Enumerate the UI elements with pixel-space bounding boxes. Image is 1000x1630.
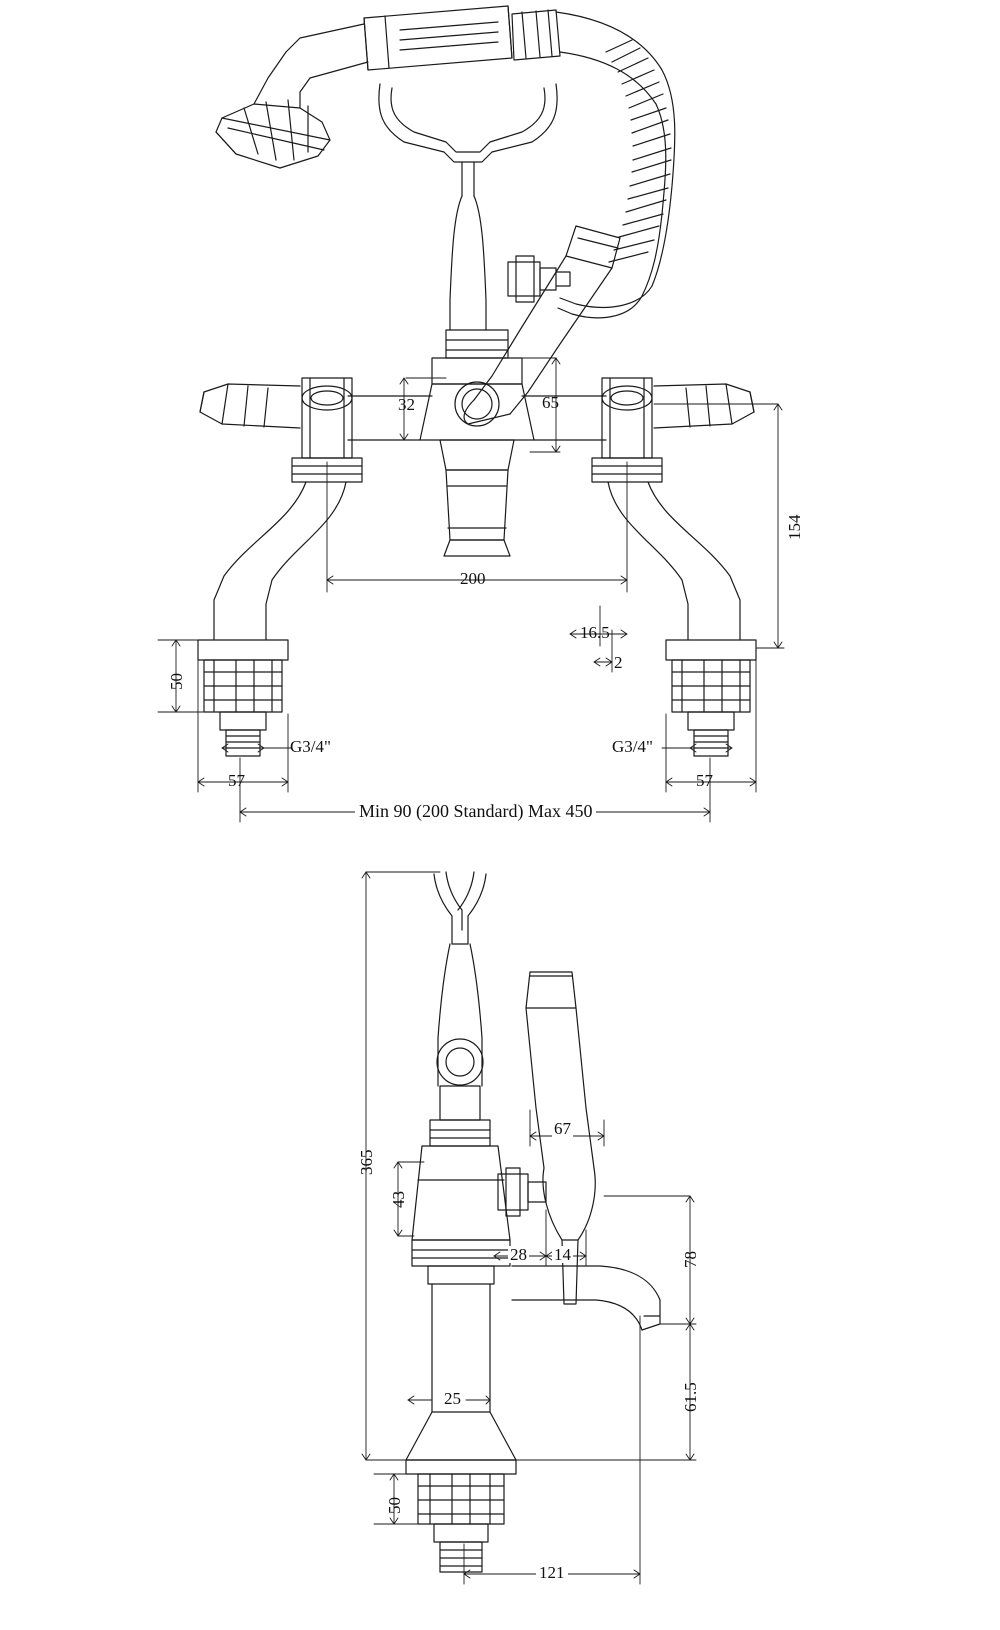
dimension-label-43: 43 [389, 1191, 408, 1208]
dimension-label-365: 365 [357, 1149, 376, 1175]
dimension-label-121: 121 [536, 1564, 568, 1581]
dimension-label-centres: Min 90 (200 Standard) Max 450 [355, 802, 596, 820]
flexible-hose [556, 12, 675, 318]
dimension-label-154: 154 [785, 514, 804, 540]
dimension-label-thread-right: G3/4" [612, 737, 653, 756]
dimension-label-28: 28 [510, 1245, 527, 1264]
valve-arms [348, 393, 606, 440]
central-body [420, 330, 534, 556]
dimension-label-2: 2 [614, 653, 623, 672]
dimension-label-67: 67 [554, 1119, 571, 1138]
dimension-label-50-bottom: 50 [385, 1497, 404, 1514]
dimension-label-57-right: 57 [696, 771, 713, 790]
dimension-label-57-left: 57 [228, 771, 245, 790]
side-view-assembly [406, 872, 660, 1572]
dimension-label-200: 200 [460, 569, 486, 588]
dimension-label-65: 65 [542, 393, 559, 412]
dimension-label-50-left: 50 [167, 673, 186, 690]
dimension-label-thread-left: G3/4" [290, 737, 331, 756]
dimension-label-14: 14 [554, 1245, 571, 1264]
dimension-label-25: 25 [444, 1389, 461, 1408]
top-view-dimensions [158, 358, 784, 822]
dimension-label-78: 78 [681, 1251, 700, 1268]
diverter-valve-body [508, 256, 570, 302]
dimension-label-61-5: 61.5 [681, 1382, 700, 1412]
left-valve-assembly [198, 378, 362, 756]
right-valve-assembly [592, 378, 756, 756]
dimension-label-16-5: 16.5 [580, 623, 610, 642]
spout-outlet [379, 84, 557, 330]
handset-assembly [216, 6, 560, 168]
dimension-label-32: 32 [398, 395, 415, 414]
